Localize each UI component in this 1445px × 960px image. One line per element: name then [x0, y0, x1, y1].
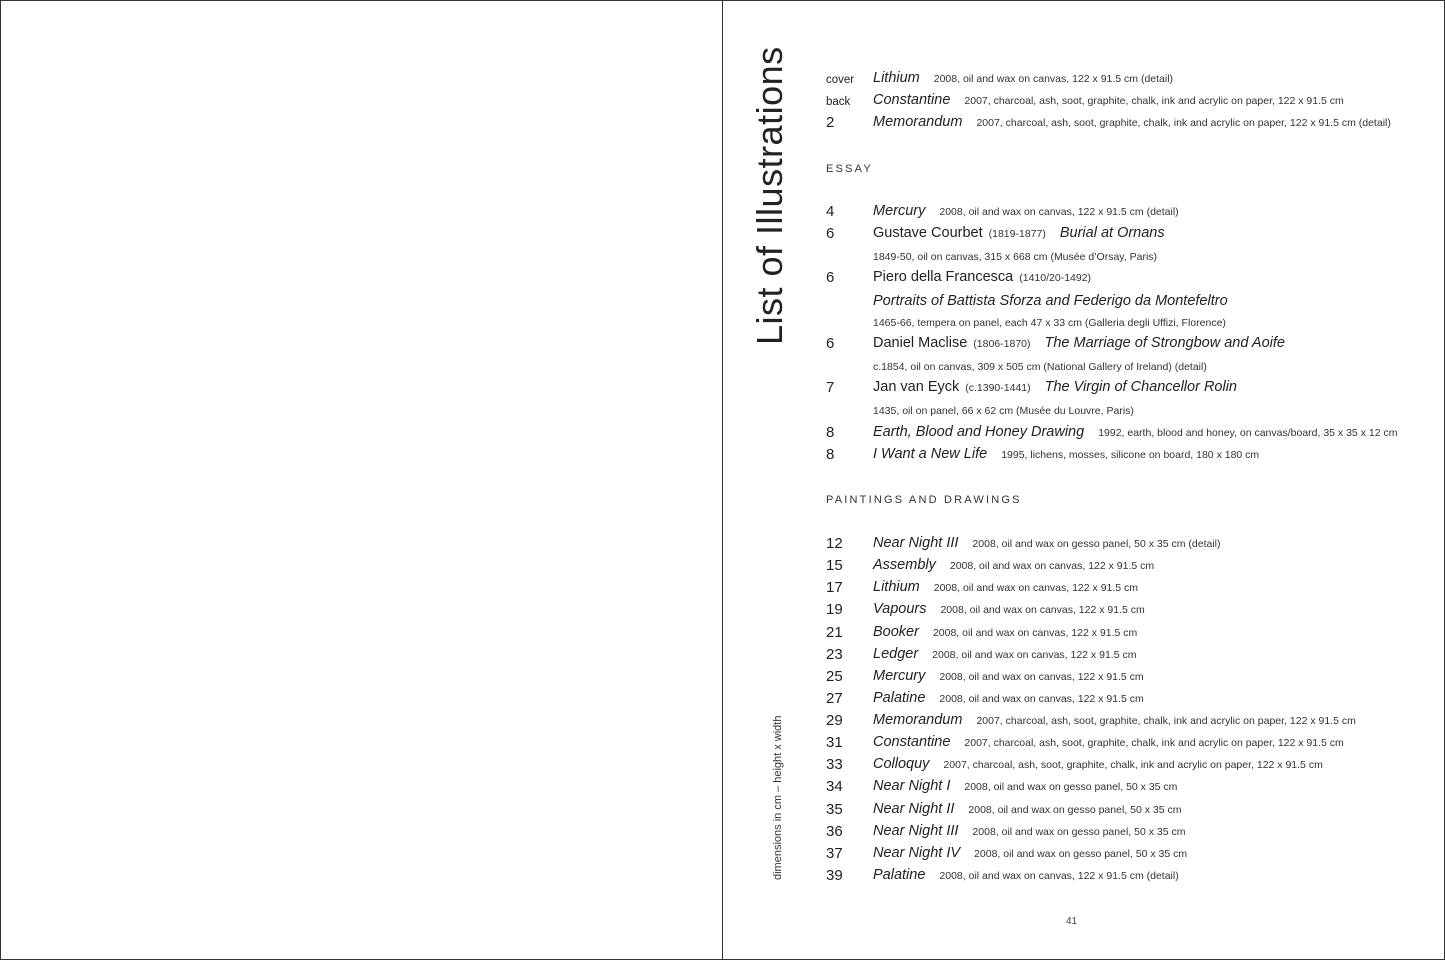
- artwork-title: Colloquy: [873, 756, 930, 772]
- artwork-details: 1995, lichens, mosses, silicone on board, 180 x 180 cm: [1001, 449, 1260, 461]
- item-number: cover: [826, 73, 855, 86]
- artwork-title: Near Night III: [873, 823, 959, 839]
- item-body: [873, 646, 1136, 662]
- artwork-details: 2008, oil and wax on canvas, 122 x 91.5 cm: [939, 671, 1144, 683]
- artwork-title: Memorandum: [873, 114, 963, 130]
- item-number: 39: [826, 867, 843, 884]
- artwork-details: 1435, oil on panel, 66 x 62 cm (Musée du Louvre, Paris): [873, 405, 1134, 417]
- item-number: 33: [826, 756, 843, 773]
- artwork-details: 1992, earth, blood and honey, on canvas/board, 35 x 35 x 12 cm: [1098, 427, 1398, 439]
- artist-dates: (1806-1870): [973, 338, 1031, 350]
- artwork-title: Memorandum: [873, 712, 963, 728]
- artist-dates: (1410/20-1492): [1019, 272, 1092, 284]
- artwork-title: Near Night I: [873, 778, 951, 794]
- item-body: [873, 734, 1344, 750]
- artwork-details: 1849-50, oil on canvas, 315 x 668 cm (Musée d’Orsay, Paris): [873, 251, 1158, 263]
- artwork-details: 2008, oil and wax on canvas, 122 x 91.5 cm: [940, 604, 1145, 616]
- artwork-details: 1465-66, tempera on panel, each 47 x 33 cm (Galleria degli Uffizi, Florence): [873, 317, 1226, 329]
- artwork-title: I Want a New Life: [873, 446, 988, 462]
- item-body: [873, 668, 1144, 684]
- artwork-title: Booker: [873, 624, 919, 640]
- artwork-title: Portraits of Battista Sforza and Federigo da Montefeltro: [873, 293, 1228, 309]
- artwork-title: Near Night II: [873, 801, 955, 817]
- item-body: [873, 778, 1177, 794]
- artwork-details: 2008, oil and wax on gesso panel, 50 x 35 cm (detail): [972, 538, 1221, 550]
- item-body: [873, 624, 1137, 640]
- item-body: [873, 535, 1221, 551]
- item-number: 12: [826, 535, 843, 552]
- artwork-title: Mercury: [873, 203, 926, 219]
- item-body: [873, 557, 1154, 573]
- item-number: 37: [826, 845, 843, 862]
- artwork-details: 2008, oil and wax on gesso panel, 50 x 35 cm: [974, 848, 1188, 860]
- artwork-details: 2008, oil and wax on canvas, 122 x 91.5 cm (detail): [933, 73, 1174, 85]
- dimensions-note-text: dimensions in cm – height x width: [772, 715, 784, 880]
- artwork-title: Constantine: [873, 92, 951, 108]
- item-body: [873, 579, 1138, 595]
- item-number: 8: [826, 424, 835, 441]
- item-number: 27: [826, 690, 843, 707]
- item-body: [873, 92, 1344, 108]
- artwork-details: 2008, oil and wax on canvas, 122 x 91.5 cm: [932, 627, 1138, 639]
- item-body: [873, 335, 1285, 351]
- artist-name: Jan van Eyck: [873, 379, 960, 395]
- artwork-title: Palatine: [873, 867, 926, 883]
- item-body: [873, 446, 1259, 462]
- item-body: [873, 225, 1165, 241]
- item-number: 25: [826, 668, 843, 685]
- artwork-details: 2007, charcoal, ash, soot, graphite, chalk, ink and acrylic on paper, 122 x 91.5 cm: [943, 759, 1323, 771]
- artwork-details: 2007, charcoal, ash, soot, graphite, chalk, ink and acrylic on paper, 122 x 91.5 cm: [976, 715, 1356, 727]
- item-body: [873, 70, 1173, 86]
- item-body: [873, 269, 1091, 285]
- item-number: 7: [826, 379, 835, 396]
- book-gutter: [722, 0, 723, 960]
- item-number: 2: [826, 114, 835, 131]
- item-number: 29: [826, 712, 843, 729]
- artist-name: Gustave Courbet: [873, 225, 983, 241]
- item-body: [873, 845, 1187, 861]
- item-number: 21: [826, 624, 843, 641]
- artwork-title: Palatine: [873, 690, 926, 706]
- item-body: [873, 712, 1356, 728]
- artwork-details: 2007, charcoal, ash, soot, graphite, chalk, ink and acrylic on paper, 122 x 91.5 cm: [964, 737, 1344, 749]
- item-body: [873, 801, 1181, 817]
- artwork-title: Constantine: [873, 734, 951, 750]
- section-heading-essay: ESSAY: [826, 163, 873, 175]
- artwork-details: 2008, oil and wax on gesso panel, 50 x 35 cm: [972, 826, 1186, 838]
- artwork-title: Earth, Blood and Honey Drawing: [873, 424, 1085, 440]
- item-number: 35: [826, 801, 843, 818]
- artwork-details: 2008, oil and wax on canvas, 122 x 91.5 cm: [949, 560, 1155, 572]
- item-number: 36: [826, 823, 843, 840]
- page-number: 41: [1066, 916, 1078, 927]
- item-body: [873, 203, 1179, 219]
- artwork-title: The Virgin of Chancellor Rolin: [1044, 379, 1237, 395]
- item-number: 6: [826, 335, 835, 352]
- artwork-title: Assembly: [873, 557, 936, 573]
- artwork-details: 2007, charcoal, ash, soot, graphite, chalk, ink and acrylic on paper, 122 x 91.5 cm: [964, 95, 1344, 107]
- artwork-title: Lithium: [873, 70, 920, 86]
- artist-dates: (c.1390-1441): [965, 382, 1031, 394]
- item-body: [873, 601, 1145, 617]
- item-number: 23: [826, 646, 843, 663]
- section-heading-paintings: PAINTINGS AND DRAWINGS: [826, 494, 1022, 506]
- artwork-title: Burial at Ornans: [1059, 225, 1165, 241]
- item-body: [873, 690, 1144, 706]
- artwork-details: 2008, oil and wax on canvas, 122 x 91.5 cm: [939, 693, 1144, 705]
- artwork-details: 2008, oil and wax on canvas, 122 x 91.5 cm: [932, 649, 1137, 661]
- artwork-details: 2008, oil and wax on canvas, 122 x 91.5 cm (detail): [939, 870, 1179, 882]
- artwork-title: Mercury: [873, 668, 926, 684]
- item-number: 19: [826, 601, 843, 618]
- artwork-details: c.1854, oil on canvas, 309 x 505 cm (National Gallery of Ireland) (detail): [873, 361, 1207, 373]
- item-number: 34: [826, 778, 843, 795]
- item-number: 15: [826, 557, 843, 574]
- item-number: 4: [826, 203, 835, 220]
- item-number: 6: [826, 225, 835, 242]
- artwork-details: 2007, charcoal, ash, soot, graphite, chalk, ink and acrylic on paper, 122 x 91.5 cm (detail): [976, 117, 1391, 129]
- artwork-details: 2008, oil and wax on canvas, 122 x 91.5 cm (detail): [939, 206, 1179, 218]
- artwork-title: Near Night IV: [873, 845, 961, 861]
- artwork-title: Vapours: [873, 601, 927, 617]
- artwork-title: Near Night III: [873, 535, 959, 551]
- item-number: 8: [826, 446, 835, 463]
- page-title-text: List of Illustrations: [749, 46, 790, 345]
- artwork-title: Ledger: [873, 646, 919, 662]
- artwork-details: 2008, oil and wax on canvas, 122 x 91.5 cm: [933, 582, 1139, 594]
- artwork-details: 2008, oil and wax on gesso panel, 50 x 35 cm: [964, 781, 1178, 793]
- item-body: [873, 424, 1397, 440]
- item-number: 31: [826, 734, 843, 751]
- item-body: [873, 756, 1323, 772]
- item-body: [873, 867, 1179, 883]
- artwork-details: 2008, oil and wax on gesso panel, 50 x 35 cm: [968, 804, 1182, 816]
- artist-dates: (1819-1877): [988, 228, 1046, 240]
- item-number: back: [826, 95, 851, 108]
- artwork-title: The Marriage of Strongbow and Aoife: [1044, 335, 1285, 351]
- item-number: 17: [826, 579, 843, 596]
- artist-name: Daniel Maclise: [873, 335, 968, 351]
- item-body: [873, 823, 1185, 839]
- item-body: [873, 114, 1391, 130]
- item-number: 6: [826, 269, 835, 286]
- artwork-title: Lithium: [873, 579, 920, 595]
- artist-name: Piero della Francesca: [873, 269, 1014, 285]
- item-body: [873, 379, 1237, 395]
